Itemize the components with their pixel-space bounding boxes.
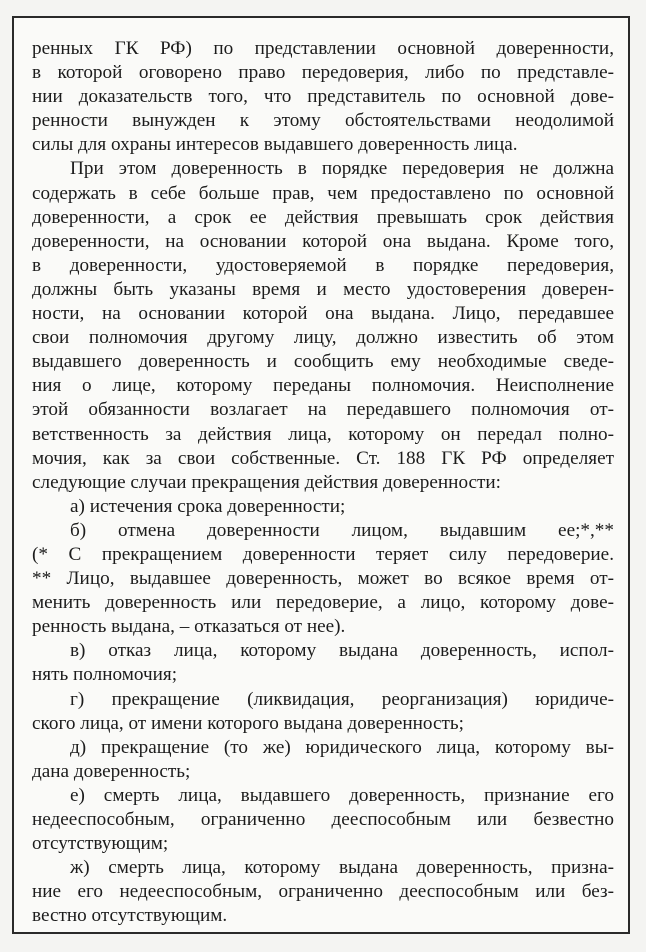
text-line: дана доверенность; <box>32 760 191 782</box>
text-line: ния о лице, которому переданы полномочия. Неисполнение <box>32 375 614 397</box>
text-line: ж) смерть лица, которому выдана доверенность, призна- <box>70 857 614 879</box>
text-line: (* С прекращением доверенности теряет силу передоверие. <box>32 543 614 565</box>
text-line: в которой оговорено право передоверия, либо по представле- <box>32 62 614 84</box>
text-line: должны быть указаны время и место удостоверения доверен- <box>32 278 614 300</box>
text-line: вестно отсутствующим. <box>32 905 228 927</box>
text-line: б) отмена доверенности лицом, выдавшим ее;*,** <box>70 519 614 541</box>
text-line: следующие случаи прекращения действия доверенности: <box>32 471 502 493</box>
text-line: ского лица, от имени которого выдана доверенность; <box>32 712 464 734</box>
text-line: этой обязанности возлагает на передавшего полномочия от- <box>32 399 614 421</box>
text-line: свои полномочия другому лицу, должно известить об этом <box>32 327 614 349</box>
text-line: содержать в себе больше прав, чем предоставлено по основной <box>32 182 614 204</box>
text-line: ренность выдана, – отказаться от нее). <box>32 616 346 638</box>
text-line: д) прекращение (то же) юридического лица, которому вы- <box>70 736 614 758</box>
text-line: недееспособным, ограниченно дееспособным или безвестно <box>32 809 614 830</box>
text-line: При этом доверенность в порядке передоверия не должна <box>70 158 614 180</box>
text-line: менить доверенность или передоверие, а лицо, которому дове- <box>32 592 614 614</box>
text-line: в) отказ лица, которому выдана доверенность, испол- <box>70 640 614 662</box>
document-text <box>32 37 614 928</box>
text-line: ности, на основании которой она выдана. Лицо, передавшее <box>32 303 614 325</box>
text-line: ренности вынужден к этому обстоятельствами неодолимой <box>32 110 614 132</box>
text-line: доверенности, а срок ее действия превышать срок действия <box>32 206 614 228</box>
text-line: ** Лицо, выдавшее доверенность, может во всякое время от- <box>32 568 614 590</box>
text-line: в доверенности, удостоверяемой в порядке передоверия, <box>32 254 614 276</box>
text-line: доверенности, на основании которой она выдана. Кроме того, <box>32 230 614 252</box>
text-line: выдавшего доверенность и сообщить ему необходимые сведе- <box>32 351 614 373</box>
text-line: г) прекращение (ликвидация, реорганизация) юридиче- <box>70 688 614 710</box>
text-line: а) истечения срока доверенности; <box>70 495 346 517</box>
text-line: нии доказательств того, что представитель по основной дове- <box>32 86 614 108</box>
page-frame <box>12 16 630 934</box>
text-line: мочия, как за свои собственные. Ст. 188 ГК РФ определяет <box>32 447 614 469</box>
text-line: нять полномочия; <box>32 664 178 686</box>
text-line: ветственность за действия лица, которому он передал полно- <box>32 423 614 445</box>
text-line: ренных ГК РФ) по представлении основной доверенности, <box>32 38 614 59</box>
text-line: ние его недееспособным, ограниченно дееспособным или без- <box>32 881 614 903</box>
text-line: отсутствующим; <box>32 833 169 855</box>
text-line: е) смерть лица, выдавшего доверенность, признание его <box>70 784 614 806</box>
text-line: силы для охраны интересов выдавшего доверенность лица. <box>32 134 518 156</box>
